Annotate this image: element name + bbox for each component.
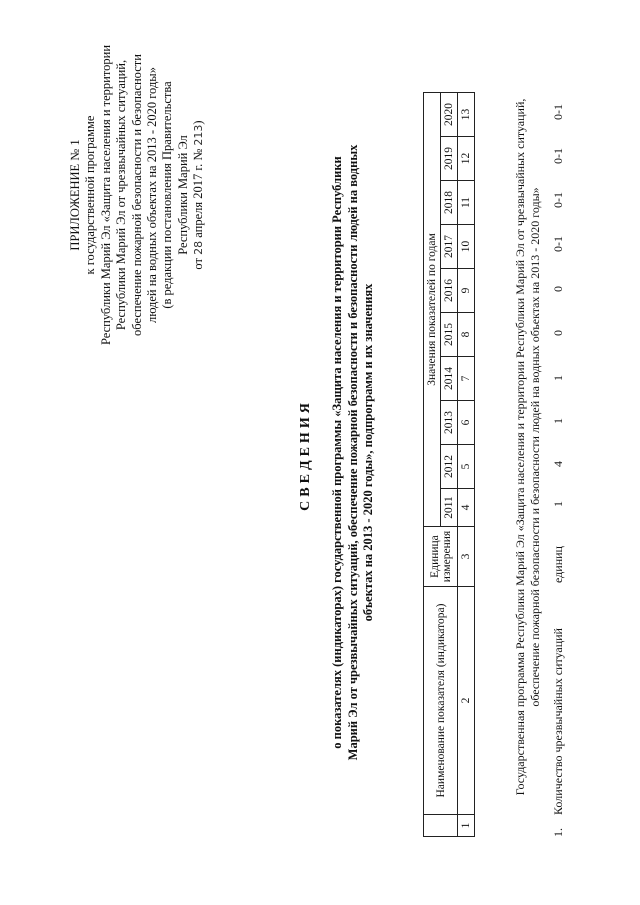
program-title	[513, 97, 542, 797]
header-unit: Единица измерения	[424, 527, 458, 587]
appendix-line: обеспечение пожарной безопасности и безопасности	[129, 54, 144, 336]
table-row	[551, 57, 569, 837]
col-number: 5	[458, 445, 475, 489]
document-heading: СВЕДЕНИЯ	[298, 399, 313, 511]
appendix-line: (в редакции постановления Правительства	[160, 81, 175, 309]
appendix-date: от 28 апреля 2017 г. № 213)	[191, 120, 206, 270]
year-cell: 2019	[441, 137, 458, 181]
year-cell: 2015	[441, 313, 458, 357]
year-cell: 2016	[441, 269, 458, 313]
row-value: 1	[551, 501, 565, 507]
subtitle-line: о показателях (индикаторах) государственной программы «Защита населения и территории Республики	[330, 156, 344, 749]
row-value: 1	[551, 375, 565, 381]
appendix-line: к государственной программе	[83, 115, 98, 275]
year-cell: 2018	[441, 181, 458, 225]
col-number: 11	[458, 181, 475, 225]
appendix-title: ПРИЛОЖЕНИЕ № 1	[68, 139, 82, 251]
document-number: 213	[192, 124, 206, 146]
row-value: 1	[551, 418, 565, 424]
row-value: 0-1	[551, 192, 565, 208]
appendix-line: людей на водных объектах на 2013 - 2020 годы»	[145, 67, 160, 323]
date-prefix: от	[191, 258, 206, 270]
subtitle-line: Марий Эл от чрезвычайных ситуаций, обеспечение пожарной безопасности и безопасности людей на водных	[345, 144, 360, 761]
year-cell: 2017	[441, 225, 458, 269]
row-value: 0	[551, 286, 565, 292]
col-number: 9	[458, 269, 475, 313]
col-number: 2	[458, 587, 475, 815]
appendix-line: Республики Марий Эл	[175, 135, 190, 255]
appendix-block	[68, 30, 207, 360]
program-title-line: Государственная программа Республики Марий Эл «Защита населения и территории Республики Марий Эл от чрезвычайных ситуаций,	[513, 98, 527, 796]
row-value: 0-1	[551, 148, 565, 164]
row-unit: единиц	[551, 546, 565, 583]
year-cell: 2014	[441, 357, 458, 401]
col-number: 4	[458, 489, 475, 527]
subtitle-line: объектах на 2013 - 2020 годы», подпрограмм и их значениях	[361, 283, 375, 622]
year-cell: 2012	[441, 445, 458, 489]
col-number: 8	[458, 313, 475, 357]
row-value: 0	[551, 330, 565, 336]
year-cell: 2020	[441, 93, 458, 137]
row-number: 1.	[551, 828, 565, 837]
col-number: 1	[458, 815, 475, 837]
row-value: 4	[551, 461, 565, 467]
col-number: 10	[458, 225, 475, 269]
col-number: 6	[458, 401, 475, 445]
date-rest: апреля 2017 г. №	[191, 148, 206, 238]
year-cell: 2011	[441, 489, 458, 527]
column-number-row	[458, 93, 475, 837]
row-value: 0-1	[551, 104, 565, 120]
row-value: 0-1	[551, 236, 565, 252]
header-cell-blank	[424, 815, 458, 837]
row-indicator-name: Количество чрезвычайных ситуаций	[551, 628, 565, 815]
col-number: 3	[458, 527, 475, 587]
document-subtitle	[330, 80, 377, 825]
date-day: 28	[192, 240, 206, 255]
col-number: 7	[458, 357, 475, 401]
col-number: 13	[458, 93, 475, 137]
appendix-line: Республики Марий Эл «Защита населения и территории	[98, 44, 113, 346]
header-values-group: Значения показателей по годам	[424, 93, 441, 527]
col-number: 12	[458, 137, 475, 181]
header-indicator-name: Наименование показателя (индикатора)	[424, 587, 458, 815]
indicators-table	[423, 92, 475, 837]
program-title-line: обеспечение пожарной безопасности и безопасности людей на водных объектах на 2013 - 2020 годы»	[527, 187, 542, 707]
year-cell: 2013	[441, 401, 458, 445]
appendix-line: Республики Марий Эл от чрезвычайных ситуаций,	[114, 59, 129, 331]
